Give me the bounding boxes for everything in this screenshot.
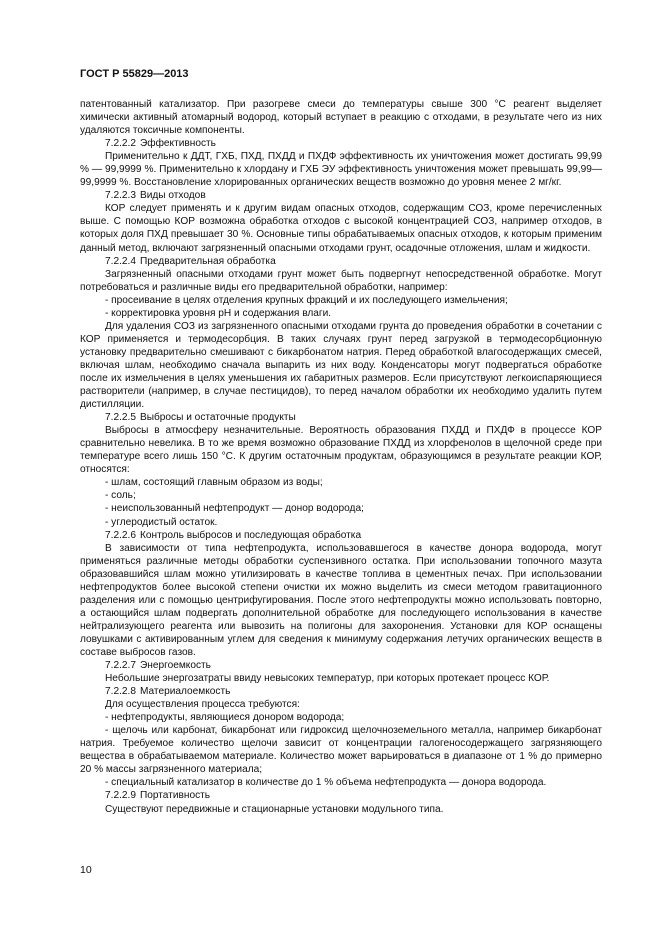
section-title: Выбросы и остаточные продукты	[139, 412, 296, 424]
section-heading	[80, 411, 602, 424]
section-title: Виды отходов	[139, 190, 206, 202]
section-number: 7.2.2.3	[105, 190, 136, 202]
section-number: 7.2.2.2	[105, 138, 136, 150]
paragraph: Небольшие энергозатраты ввиду невысоких температур, при которых протекает процесс КОР.	[105, 673, 550, 685]
paragraph: Выбросы в атмосферу незначительные. Вероятность образования ПХДД и ПХДФ в процессе КОР сравнительно невелика. В то же время возможно образование ПХДД из хлорфенолов в щелочной среде при температуре всего лишь 150 °С. К другим остаточным продуктам, образующимся в результате реакции КОР, относятся:	[80, 425, 602, 476]
section-number: 7.2.2.8	[105, 686, 136, 698]
section-heading	[80, 685, 602, 698]
section-title: Контроль выбросов и последующая обработка	[139, 529, 362, 541]
section-number: 7.2.2.6	[105, 529, 136, 541]
list-item: - специальный катализатор в количестве до 1 % объема нефтепродукта — донора водорода.	[105, 777, 547, 789]
section-number: 7.2.2.9	[105, 790, 136, 802]
section-title: Энергоемкость	[139, 660, 211, 672]
section-heading	[80, 137, 602, 150]
document-body	[80, 98, 602, 816]
page-number: 10	[80, 864, 92, 876]
paragraph: Существуют передвижные и стационарные установки модульного типа.	[105, 803, 444, 815]
section-heading	[80, 189, 602, 202]
section-number: 7.2.2.7	[105, 660, 136, 672]
list-item: - нефтепродукты, являющиеся донором водорода;	[105, 712, 345, 724]
section-heading	[80, 789, 602, 802]
paragraph: В зависимости от типа нефтепродукта, использовавшегося в качестве донора водорода, могут применяться различные методы обработки суспензивного остатка. При использовании топочного мазута образовавшийся шлам можно утилизировать в качестве топлива в цементных печах. При использовании нефтепродуктов более высокой степени очистки их можно выделить из смеси методом гравитационного разделения или с помощью центрифугирования. После этого нефтепродукты можно использовать повторно, а остающийся шлам подвергать дополнительной обработке для последующего использования в качестве нейтрализующего реагента или вывозить на полигоны для захоронения. Установки для КОР оснащены ловушками с активированным углем для сведения к минимуму содержания летучих органических веществ в составе выбросов газов.	[80, 542, 602, 658]
paragraph: патентованный катализатор. При разогреве смеси до температуры свыше 300 °С реагент выделяет химически активный атомарный водород, который вступает в реакцию с отходами, в результате чего из них удаляются токсичные компоненты.	[80, 99, 602, 137]
section-title: Материалоемкость	[139, 686, 231, 698]
paragraph: Загрязненный опасными отходами грунт может быть подвергнут непосредственной обработке. Могут потребоваться и различные виды его предварительной обработки, например:	[80, 268, 602, 293]
section-heading	[80, 659, 602, 672]
list-item: - просеивание в целях отделения крупных фракций и их последующего измельчения;	[105, 294, 508, 306]
list-item: - неиспользованный нефтепродукт — донор водорода;	[105, 503, 364, 515]
section-number: 7.2.2.5	[105, 412, 136, 424]
section-title: Предварительная обработка	[139, 255, 276, 267]
list-item: - корректировка уровня рН и содержания влаги.	[105, 307, 332, 319]
document-header: ГОСТ Р 55829—2013	[80, 68, 189, 80]
list-item: - шлам, состоящий главным образом из воды;	[105, 477, 323, 489]
section-number: 7.2.2.4	[105, 255, 136, 267]
list-item: - углеродистый остаток.	[105, 516, 218, 528]
section-title: Портативность	[139, 790, 211, 802]
paragraph: КОР следует применять и к другим видам опасных отходов, содержащим СОЗ, кроме перечисленных выше. С помощью КОР возможна обработка отходов с высокой концентрацией СОЗ, например отходов, в которых доля ПХД превышает 30 %. Основные типы обрабатываемых опасных отходов, к которым применим данный метод, включают загрязненный опасными отходами грунт, осадочные отложения, шлам и жидкости.	[80, 203, 602, 254]
paragraph: Применительно к ДДТ, ГХБ, ПХД, ПХДД и ПХДФ эффективность их уничтожения может достигать 99,99 % — 99,9999 %. Применительно к хлордану и ГХБ ЭУ эффективность уничтожения может превышать 99,99—99,9999 %. Восстановление хлорированных органических веществ возможно до уровня менее 2 мг/кг.	[80, 151, 602, 189]
paragraph: Для удаления СОЗ из загрязненного опасными отходами грунта до проведения обработки в сочетании с КОР применяется и термодесорбция. В таких случаях грунт перед загрузкой в термодесорбционную установку предварительно смешивают с бикарбонатом натрия. Перед обработкой влагосодержащих смесей, включая шлам, необходимо сначала выпарить из них воду. Конденсаторы могут подвергаться обработке после их измельчения в целях уменьшения их габаритных размеров. Если присутствуют легкоиспаряющиеся растворители (например, в случае пестицидов), то перед началом обработки их необходимо удалить путем дистилляции.	[80, 320, 602, 411]
section-title: Эффективность	[139, 138, 216, 150]
section-heading	[80, 529, 602, 542]
section-heading	[80, 255, 602, 268]
paragraph: Для осуществления процесса требуются:	[105, 699, 300, 711]
list-item: - соль;	[105, 490, 136, 502]
list-item: - щелочь или карбонат, бикарбонат или гидроксид щелочноземельного металла, например бикарбонат натрия. Требуемое количество щелочи зависит от концентрации галогеносодержащего загрязняющего вещества в обрабатываемом материале. Количество может варьироваться в диапазоне от 1 % до примерно 20 % массы загрязненного материала;	[80, 725, 602, 776]
